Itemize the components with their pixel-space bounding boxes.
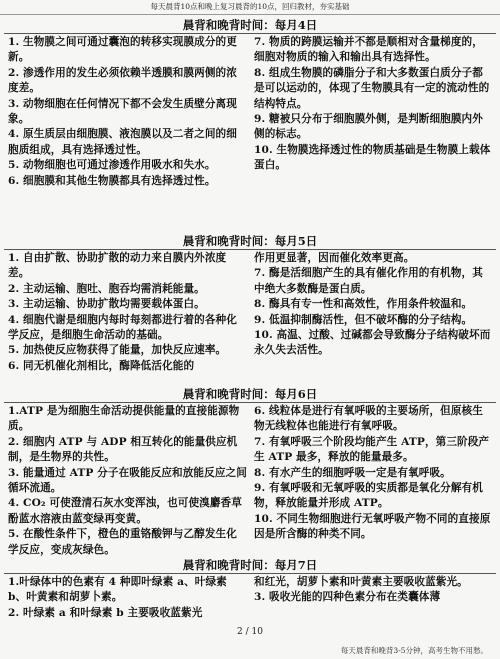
point-item: 1.叶绿体中的色素有 4 种即叶绿素 a、叶绿素 b、叶黄素和胡萝卜素。 (8, 576, 227, 604)
point-item: 6. 线粒体是进行有氧呼吸的主要场所，但原核生物无线粒体也能进行有氧呼吸。 (254, 405, 483, 433)
point-item: 1. 自由扩散、协助扩散的动力来自膜内外浓度差。 (8, 252, 227, 280)
section-columns (4, 574, 496, 621)
point-item: 4. 细胞代谢是细胞内每时每刻都进行着的各种化学反应，是细胞生命活动的基础。 (8, 313, 237, 342)
section-day7 (4, 557, 496, 621)
point-item: 9. 低温抑制酶活性，但不破坏酶的分子结构。 (254, 313, 473, 326)
point-item: 5. 动物细胞也可通过渗透作用吸水和失水。 (8, 159, 216, 172)
section-title: 晨背和晚背时间：每月6日 (4, 386, 496, 403)
point-item: 1. 生物膜之间可通过囊泡的转移实现膜成分的更新。 (8, 36, 237, 64)
point-item: 8. 组成生物膜的磷脂分子和大多数蛋白质分子都是可以运动的，体现了生物膜具有一定的流动性的结构特点。 (254, 66, 490, 110)
section-day4 (4, 17, 496, 189)
point-item: 7. 有氧呼吸三个阶段均能产生 ATP，第三阶段产生 ATP 最多，释放的能量最多。 (254, 435, 490, 464)
point-item: 7. 酶是活细胞产生的具有催化作用的有机物，其中绝大多数酶是蛋白质。 (254, 267, 483, 295)
point-item: 9. 糖被只分布于细胞膜外侧，是判断细胞膜内外侧的标志。 (254, 113, 483, 141)
point-item: 2. 细胞内 ATP 与 ADP 相互转化的能量供应机制，是生物界的共性。 (8, 435, 238, 464)
left-column (4, 250, 250, 374)
left-column (4, 403, 250, 558)
section-title: 晨背和晚背时间：每月7日 (4, 557, 496, 574)
section-columns (4, 403, 496, 558)
point-item: 和红光，胡萝卜素和叶黄素主要吸收蓝紫光。 (254, 576, 468, 588)
section-day5 (4, 233, 496, 374)
point-item: 6. 同无机催化剂相比，酶降低活化能的 (8, 359, 195, 372)
point-item: 9. 有氧呼吸和无氧呼吸的实质都是氧化分解有机物，释放能量并形成 ATP。 (254, 482, 483, 510)
section-title: 晨背和晚背时间：每月4日 (4, 17, 496, 34)
point-item: 7. 物质的跨膜运输并不都是顺相对含量梯度的，细胞对物质的输入和输出具有选择性。 (254, 36, 483, 64)
left-column (4, 34, 250, 189)
right-column (250, 250, 496, 374)
point-item: 2. 渗透作用的发生必须依赖半透膜和膜两侧的浓度差。 (8, 66, 237, 95)
section-columns (4, 250, 496, 374)
point-item: 2. 主动运输、胞吐、胞吞均需消耗能量。 (8, 282, 205, 295)
point-item: 8. 有水产生的细胞呼吸一定是有氧呼吸。 (254, 466, 451, 479)
point-item: 4. 原生质层由细胞膜、液泡膜以及二者之间的细胞质组成，具有选择透过性。 (8, 128, 237, 156)
point-item: 10. 不同生物细胞进行无氧呼吸产物不同的直接原因是所含酶的种类不同。 (254, 512, 491, 541)
point-item: 5. 加热使反应物获得了能量，加快反应速率。 (8, 344, 227, 357)
footer-note: 每天晨背和晚背3-5分钟，高考生物不用愁。 (340, 646, 488, 655)
point-item: 4. CO₂ 可使澄清石灰水变浑浊，也可使溴麝香草酚蓝水溶液由蓝变绿再变黄。 (8, 497, 242, 525)
point-item: 作用更显著，因而催化效率更高。 (254, 252, 415, 264)
point-item: 3. 动物细胞在任何情况下都不会发生质壁分离现象。 (8, 97, 237, 126)
point-item: 1.ATP 是为细胞生命活动提供能量的直接能源物质。 (8, 405, 240, 433)
left-column (4, 574, 250, 621)
point-item: 3. 吸收光能的四种色素分布在类囊体薄 (254, 591, 441, 604)
right-column (250, 34, 496, 189)
section-columns (4, 34, 496, 189)
point-item: 3. 能量通过 ATP 分子在吸能反应和放能反应之间循环流通。 (8, 466, 247, 495)
point-item: 10. 高温、过酸、过碱都会导致酶分子结构破坏而永久失去活性。 (254, 329, 491, 357)
section-title: 晨背和晚背时间：每月5日 (4, 233, 496, 250)
section-day6 (4, 386, 496, 558)
point-item: 10. 生物膜选择透过性的物质基础是生物膜上载体蛋白。 (254, 143, 491, 172)
point-item: 6. 细胞膜和其他生物膜都具有选择透过性。 (8, 174, 216, 187)
point-item: 3. 主动运输、协助扩散均需要载体蛋白。 (8, 298, 205, 311)
point-item: 5. 在酸性条件下，橙色的重铬酸钾与乙醇发生化学反应，变成灰绿色。 (8, 528, 237, 556)
right-column (250, 574, 496, 621)
page-number: 2 / 10 (237, 627, 263, 637)
right-column (250, 403, 496, 558)
page-header: 每天晨背10点和晚上复习晨背的10点，回归教材，夯实基础 (0, 0, 500, 15)
point-item: 8. 酶具有专一性和高效性，作用条件较温和。 (254, 298, 473, 311)
point-item: 2. 叶绿素 a 和叶绿素 b 主要吸收蓝紫光 (8, 606, 203, 619)
